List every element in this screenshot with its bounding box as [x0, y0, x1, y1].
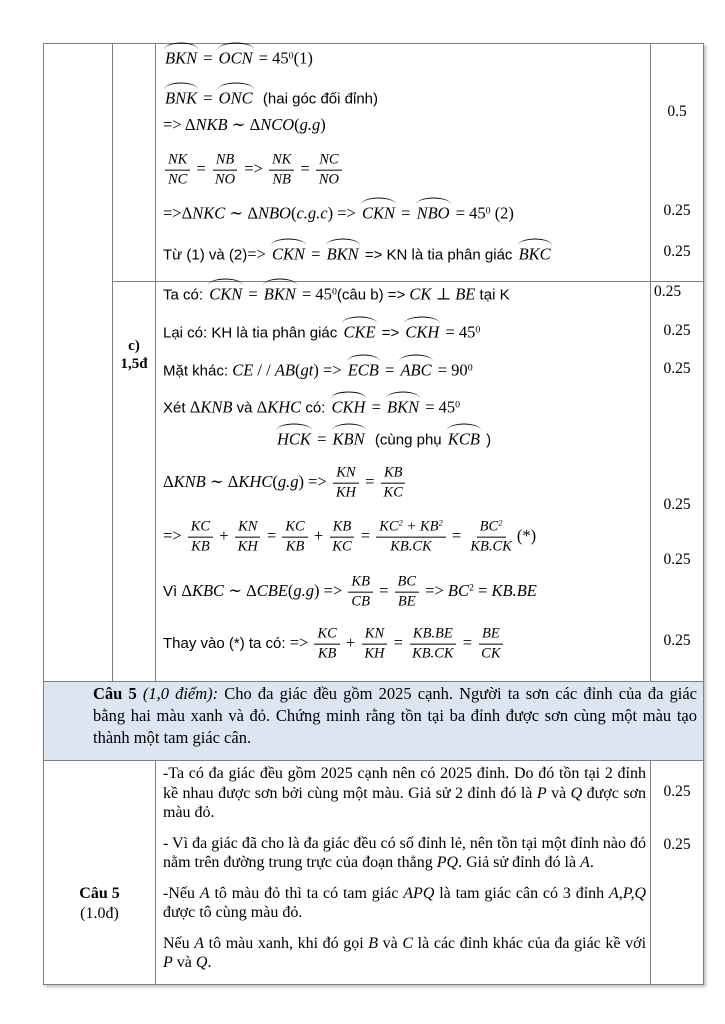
text-run: 0 — [331, 286, 337, 298]
solution-line — [163, 84, 378, 111]
angle-name: BNK — [163, 84, 199, 111]
text-run: ( — [294, 115, 300, 135]
angle-name: BKN — [325, 240, 361, 267]
fraction — [282, 518, 307, 557]
score-value: 0.25 — [663, 632, 691, 649]
text-run: là các đỉnh khác của đa giác kề với — [413, 934, 647, 952]
score-value: 0.25 — [654, 283, 682, 300]
text-run: => — [289, 632, 313, 652]
angle-name: CKH — [330, 393, 368, 420]
solution-line — [163, 280, 510, 307]
text-run: KB — [317, 645, 337, 662]
score-value: 0.25 — [663, 836, 691, 853]
text-run: ∼ Δ — [205, 471, 239, 491]
text-run: = 90 — [433, 360, 468, 380]
text-run: NO — [318, 171, 339, 188]
solution-line — [163, 393, 460, 420]
text-run: KB — [351, 573, 370, 590]
text-run: CBE — [256, 580, 288, 600]
angle-name: CKN — [207, 280, 244, 307]
text-run: A — [194, 934, 205, 952]
question-5-label — [44, 884, 155, 924]
text-run: KH — [364, 645, 385, 662]
text-run: PQ — [436, 854, 459, 871]
text-run: (câu b) => — [336, 286, 410, 304]
question-5-number: Câu 5 — [79, 885, 120, 902]
text-run: = — [447, 525, 466, 545]
text-run: Câu 5 — [93, 684, 143, 703]
text-run: P — [536, 784, 547, 802]
score-value: 0.25 — [663, 202, 691, 219]
text-run: => — [240, 158, 267, 178]
text-run: KB.CK — [470, 538, 512, 555]
text-run: = 45 — [421, 397, 456, 417]
text-run: => Δ — [163, 115, 196, 135]
text-run: NKC — [192, 203, 226, 223]
solution-line — [163, 573, 537, 612]
fraction — [165, 151, 190, 190]
text-run: = — [312, 429, 331, 449]
text-run: + — [341, 632, 360, 652]
text-run: Δ — [256, 397, 268, 417]
fraction — [333, 464, 359, 503]
text-run: . Giả sử đỉnh đó là — [458, 854, 581, 871]
text-run: ⊥ — [431, 284, 456, 304]
text-run: 2 — [498, 517, 503, 528]
text-run: -Nếu — [163, 884, 200, 902]
text-run: => — [421, 580, 448, 600]
angle-name: CKN — [360, 199, 397, 226]
text-run: = 45 — [441, 322, 476, 342]
text-run: tô màu xanh, khi đó gọi — [204, 934, 369, 952]
text-run: và — [378, 934, 403, 952]
text-run: (1) — [293, 48, 313, 68]
text-run: ) => — [314, 580, 347, 600]
solution-line — [163, 625, 506, 664]
text-run: ) => — [327, 203, 360, 223]
angle-name: KCB — [446, 425, 482, 452]
text-run: KN — [336, 464, 356, 481]
text-run: . — [207, 954, 212, 971]
text-run: = 45 — [451, 203, 486, 223]
text-run: A,P,Q — [608, 884, 647, 902]
text-run: Δ — [163, 471, 174, 491]
text-run: BC — [447, 580, 469, 600]
text-run: ( — [272, 471, 278, 491]
part-c-letter: c) — [128, 338, 140, 354]
text-run: ∼ Δ — [227, 115, 261, 135]
fraction — [478, 625, 503, 664]
text-run: + — [215, 525, 233, 545]
text-run: 0 — [485, 205, 491, 217]
text-run: BE — [455, 284, 476, 304]
text-run: KB — [332, 518, 352, 535]
text-run: NO — [214, 171, 236, 188]
table-border — [43, 760, 704, 761]
solution-line — [163, 318, 480, 345]
solution-line — [163, 518, 536, 557]
text-run: Q — [195, 954, 208, 971]
text-run: + KB — [402, 518, 439, 535]
solution-line — [163, 113, 326, 137]
text-run: KN — [238, 518, 258, 535]
text-run: CK — [481, 645, 501, 662]
text-run: KB.CK — [390, 538, 432, 555]
text-run: = — [296, 158, 314, 178]
angle-name: BKC — [517, 240, 553, 267]
text-run: Cho đa giác đều gồm 2025 cạnh. Người ta sơn các đỉnh của đa giác bằng hai màu xanh và đỏ. Chứng minh rằng tồn tại ba đỉnh được sơn cùng một màu tạo thành một tam giác cân. — [93, 684, 697, 747]
text-run: KNB — [200, 397, 233, 417]
angle-name: KBN — [331, 425, 367, 452]
text-run: và — [546, 784, 571, 802]
text-run: và — [232, 399, 257, 417]
text-run: KH — [335, 484, 356, 501]
text-run: = — [356, 525, 375, 545]
text-run: = — [192, 158, 210, 178]
angle-name: ABC — [398, 356, 433, 383]
problem-5-statement — [93, 683, 697, 749]
text-run: = — [360, 471, 379, 491]
score-value: 0.25 — [663, 551, 691, 568]
angle-name: ECB — [346, 356, 381, 383]
text-run: KC — [285, 518, 305, 535]
text-run: g.g — [277, 471, 299, 491]
text-run: KB — [191, 538, 210, 555]
text-run: ∼ Δ — [225, 203, 258, 223]
text-run: CB — [351, 593, 370, 610]
text-run: KC — [379, 518, 399, 535]
text-run: = — [199, 48, 217, 68]
table-border — [43, 681, 704, 682]
text-run: + — [309, 525, 328, 545]
text-run: A — [580, 854, 590, 871]
text-run: => — [247, 244, 270, 264]
text-run: KN — [364, 625, 385, 642]
text-run: là tam giác cân có 3 đỉnh — [434, 884, 609, 902]
text-run: KHC — [238, 471, 273, 491]
solution-line — [163, 240, 553, 267]
text-run: B — [368, 934, 379, 952]
solution-line — [163, 44, 313, 71]
score-value: 0.5 — [667, 103, 687, 120]
solution-line — [163, 356, 473, 383]
text-run: BC — [479, 518, 499, 535]
text-run: / / — [253, 360, 275, 380]
fraction — [467, 518, 515, 557]
text-run: NK — [271, 151, 292, 168]
angle-name: BKN — [163, 44, 199, 71]
angle-name: HCK — [275, 425, 313, 452]
text-run: AB — [274, 360, 296, 380]
fraction — [376, 518, 446, 557]
score-value: 0.25 — [663, 243, 691, 260]
text-run: c.g.c — [296, 203, 328, 223]
angle-name: BKN — [262, 280, 298, 307]
text-run: Q — [570, 784, 583, 802]
angle-name: BKN — [385, 393, 421, 420]
fraction — [316, 151, 342, 190]
part-c-label — [113, 337, 155, 373]
text-run: BE — [397, 593, 416, 610]
fraction — [361, 625, 387, 664]
text-run: => KN là tia phân giác — [360, 246, 517, 264]
score-value: 0.25 — [663, 783, 691, 800]
text-run: =>Δ — [163, 203, 193, 223]
text-run: Ta có: — [163, 286, 208, 304]
text-run: NB — [272, 171, 291, 188]
text-run: KB — [285, 538, 305, 555]
answer-paragraph — [163, 764, 646, 823]
text-run: g.g — [293, 580, 315, 600]
part-c-points: 1,5đ — [120, 356, 148, 372]
angle-name: CKN — [270, 240, 307, 267]
angle-name: OCN — [217, 44, 255, 71]
text-run: KB.CK — [412, 645, 454, 662]
text-run: = — [367, 397, 386, 417]
table-border — [155, 760, 156, 985]
text-run: tại K — [475, 286, 510, 304]
text-run: KNB — [173, 471, 206, 491]
text-run: Δ — [181, 580, 192, 600]
text-run: -Ta có đa giác đều gồm 2025 cạnh nên có 2025 đỉnh. Do đó tồn tại 2 đỉnh kề nhau được sơn bởi cùng một màu. Giả sử 2 đỉnh đó là — [163, 765, 646, 802]
text-run: ) — [320, 115, 326, 135]
text-run: 2 — [438, 517, 443, 528]
text-run: (*) — [516, 525, 537, 545]
text-run: = — [199, 88, 217, 108]
text-run: => — [377, 324, 404, 342]
question-5-answer — [163, 764, 646, 984]
text-run: KC — [317, 625, 337, 642]
text-run: = — [380, 360, 399, 380]
fraction — [188, 518, 213, 557]
answer-paragraph — [163, 934, 646, 973]
text-run: ( — [287, 580, 294, 600]
text-run: (1,0 điểm): — [142, 684, 225, 703]
text-run: BC — [397, 573, 417, 590]
text-run: KBC — [191, 580, 225, 600]
text-run: = — [389, 632, 408, 652]
text-run: BE — [481, 625, 500, 642]
fraction — [381, 464, 406, 503]
fraction — [212, 151, 238, 190]
text-run: KC — [383, 484, 403, 501]
text-run: Từ (1) và (2) — [163, 246, 248, 264]
fraction — [269, 151, 294, 190]
score-value: 0.25 — [663, 496, 691, 513]
text-run: KH — [237, 538, 258, 555]
fraction — [395, 573, 420, 612]
text-run: Lại có: KH là tia phân giác — [163, 324, 342, 342]
text-run: 0 — [475, 324, 481, 336]
fraction — [235, 518, 261, 557]
text-run: KC — [332, 538, 352, 555]
score-value: 0.25 — [663, 360, 691, 377]
text-run: 2 — [469, 582, 474, 594]
fraction — [348, 573, 373, 612]
text-run: CK — [409, 284, 432, 304]
text-run: = — [307, 244, 325, 264]
text-run: 0 — [455, 399, 461, 411]
text-run: KC — [190, 518, 211, 535]
text-run: (2) — [490, 203, 514, 223]
text-run: g.g — [299, 115, 321, 135]
text-run: NCO — [260, 115, 295, 135]
text-run: NK — [168, 151, 188, 168]
text-run: A — [199, 884, 210, 902]
table-border — [155, 43, 156, 682]
text-run: ( — [295, 360, 301, 380]
text-run: = — [458, 632, 477, 652]
solution-line — [163, 151, 344, 190]
answer-paragraph — [163, 834, 646, 873]
text-run: và — [172, 954, 196, 971]
text-run: NC — [168, 171, 188, 188]
text-run: = — [397, 203, 415, 223]
text-run: NC — [319, 151, 339, 168]
text-run: Nếu — [163, 934, 195, 952]
text-run: => — [163, 525, 186, 545]
text-run: được sơn màu đỏ. — [163, 784, 647, 821]
text-run: = — [262, 525, 281, 545]
text-run: ∼ Δ — [224, 580, 257, 600]
text-run: KB.BE — [412, 625, 453, 642]
text-run: Δ — [189, 397, 201, 417]
text-run: (hai góc đối đỉnh) — [254, 90, 378, 108]
text-run: 2 — [398, 517, 403, 528]
text-run: P — [163, 954, 173, 971]
text-run: = — [244, 284, 262, 304]
angle-name: CKH — [403, 318, 441, 345]
text-run: Mặt khác: — [163, 362, 233, 380]
solution-line — [163, 199, 514, 226]
text-run: ) — [481, 431, 492, 449]
text-run: C — [402, 934, 414, 952]
angle-name: CKE — [341, 318, 377, 345]
text-run: NKB — [195, 115, 228, 135]
text-run: 0 — [288, 50, 294, 62]
answer-paragraph — [163, 884, 646, 923]
text-run: Vì — [163, 582, 182, 600]
text-run: ( — [290, 203, 297, 223]
text-run: - Vì đa giác đã cho là đa giác đều có số đỉnh lẻ, nên tồn tại một đỉnh nào đó nằm trên đường trung trực của đoạn thẳng — [163, 834, 646, 871]
text-run: NBO — [257, 203, 291, 223]
angle-name: NBO — [415, 199, 452, 226]
fraction — [314, 625, 339, 664]
fraction — [329, 518, 354, 557]
text-run: KB.BE — [491, 580, 537, 600]
text-run: ) => — [298, 471, 331, 491]
text-run: . — [589, 854, 594, 871]
text-run: = — [473, 580, 492, 600]
score-value: 0.25 — [663, 322, 691, 339]
text-run: 0 — [467, 362, 473, 374]
text-run: có: — [301, 399, 330, 417]
text-run: Xét — [163, 399, 190, 417]
text-run: KHC — [267, 397, 302, 417]
angle-name: ONC — [217, 84, 255, 111]
text-run: APQ — [403, 884, 435, 902]
text-run: được tô cùng màu đỏ. — [163, 904, 303, 921]
text-run: = — [374, 580, 393, 600]
text-run: tô màu đỏ thì ta có tam giác — [209, 884, 404, 902]
text-run: (cùng phụ — [366, 431, 446, 449]
text-run: Thay vào (*) ta có: — [163, 634, 290, 652]
fraction — [409, 625, 457, 664]
solution-line — [163, 464, 408, 503]
text-run: KB — [383, 464, 403, 481]
solution-line — [275, 425, 491, 452]
text-run: CE — [232, 360, 254, 380]
text-run: = 45 — [254, 48, 289, 68]
text-run: NB — [215, 151, 235, 168]
text-run: gt — [300, 360, 314, 380]
text-run: ) => — [313, 360, 346, 380]
question-5-points: (1.0đ) — [80, 905, 119, 922]
text-run: = 45 — [297, 284, 332, 304]
